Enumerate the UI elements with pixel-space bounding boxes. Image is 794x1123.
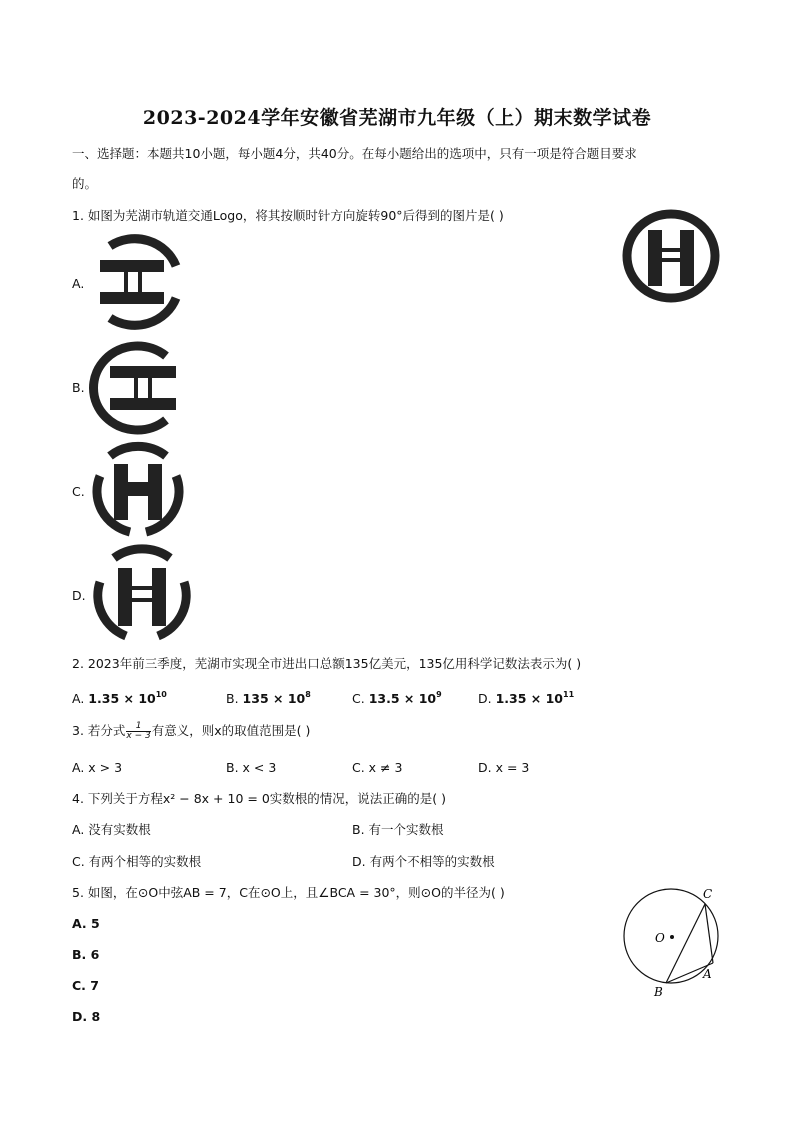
label-o: O bbox=[655, 931, 665, 945]
q3-option-a: A. x > 3 bbox=[72, 760, 123, 775]
q2-option-b-base: 135 × 10 bbox=[242, 691, 306, 706]
q5-option-a: A. 5 bbox=[72, 916, 100, 931]
q2-option-c-exp: 9 bbox=[436, 690, 442, 699]
q4-option-a: A. 没有实数根 bbox=[72, 822, 151, 837]
q1-option-c-label: C. bbox=[72, 484, 85, 499]
q2-option-a-base: 1.35 × 10 bbox=[88, 691, 156, 706]
q3-stem-pre: 3. 若分式 bbox=[72, 723, 126, 738]
q1-option-b-logo bbox=[90, 342, 186, 434]
q5-option-b: B. 6 bbox=[72, 947, 100, 962]
q3-fraction-numerator: 1 bbox=[126, 722, 150, 732]
q1-option-a-logo bbox=[90, 236, 186, 328]
q2-option-d-exp: 11 bbox=[563, 690, 575, 699]
q1-option-a-label: A. bbox=[72, 276, 85, 291]
q2-option-b bbox=[226, 687, 311, 707]
q2-option-c bbox=[352, 687, 442, 707]
q4-option-c: C. 有两个相等的实数根 bbox=[72, 854, 202, 869]
q2-option-a bbox=[72, 687, 167, 707]
q1-option-c-logo bbox=[90, 446, 186, 538]
q5-stem: 5. 如图，在⊙O中弦AB = 7，C在⊙O上，且∠BCA = 30°，则⊙O的半径为( ) bbox=[72, 885, 505, 900]
segment-cb bbox=[666, 904, 705, 983]
section-heading-line1: 一、选择题：本题共10小题，每小题4分，共40分。在每小题给出的选项中，只有一项是符合题目要求 bbox=[72, 146, 637, 161]
section-heading-line2: 的。 bbox=[72, 176, 98, 191]
q3-fraction bbox=[126, 722, 150, 741]
page-title: 2023-2024学年安徽省芜湖市九年级（上）期末数学试卷 bbox=[142, 107, 652, 129]
q5-option-d: D. 8 bbox=[72, 1009, 101, 1024]
q3-fraction-denominator: x − 3 bbox=[126, 731, 151, 741]
q2-option-d bbox=[478, 687, 574, 707]
q2-option-c-base: 13.5 × 10 bbox=[368, 691, 437, 706]
q4-option-b: B. 有一个实数根 bbox=[352, 822, 444, 837]
q2-option-a-exp: 10 bbox=[155, 690, 167, 699]
q1-option-d-label: D. bbox=[72, 588, 86, 603]
q2-option-a-label: A. bbox=[72, 691, 85, 706]
q2-option-d-base: 1.35 × 10 bbox=[495, 691, 564, 706]
q2-option-b-label: B. bbox=[226, 691, 239, 706]
q4-stem: 4. 下列关于方程x² − 8x + 10 = 0实数根的情况，说法正确的是( ) bbox=[72, 791, 447, 806]
q2-stem: 2. 2023年前三季度，芜湖市实现全市进出口总额135亿美元，135亿用科学记数法表示为( ) bbox=[72, 656, 582, 671]
q3-stem bbox=[72, 722, 310, 741]
q2-option-d-label: D. bbox=[478, 691, 492, 706]
q2-option-b-exp: 8 bbox=[305, 690, 311, 699]
center-point-o bbox=[670, 935, 674, 939]
q4-option-d: D. 有两个不相等的实数根 bbox=[352, 854, 495, 869]
label-b: B bbox=[654, 985, 663, 999]
q3-option-b: B. x < 3 bbox=[226, 760, 277, 775]
label-c: C bbox=[703, 887, 713, 901]
q5-circle-figure bbox=[616, 880, 728, 1000]
q2-option-c-label: C. bbox=[352, 691, 365, 706]
q1-option-d-logo bbox=[92, 546, 192, 642]
metro-logo-reference bbox=[622, 210, 720, 302]
q3-stem-post: 有意义，则x的取值范围是( ) bbox=[151, 723, 311, 738]
q3-option-c: C. x ≠ 3 bbox=[352, 760, 403, 775]
q3-option-d: D. x = 3 bbox=[478, 760, 530, 775]
q1-stem: 1. 如图为芜湖市轨道交通Logo，将其按顺时针方向旋转90°后得到的图片是( ) bbox=[72, 208, 504, 223]
q5-option-c: C. 7 bbox=[72, 978, 99, 993]
label-a: A bbox=[703, 967, 712, 981]
q1-option-b-label: B. bbox=[72, 380, 85, 395]
